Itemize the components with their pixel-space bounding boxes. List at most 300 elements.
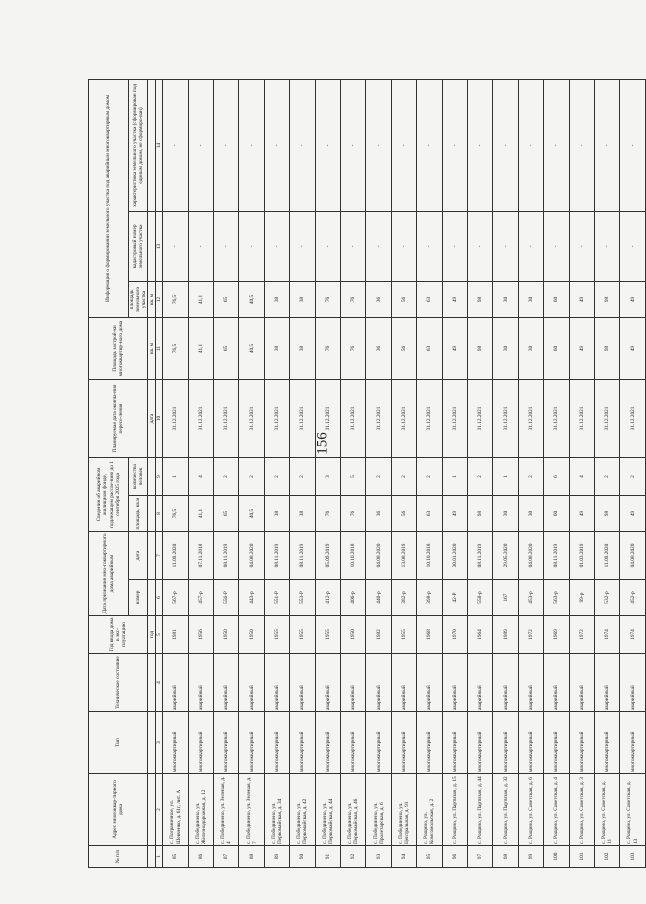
units-cell (148, 79, 156, 211)
cell-year: 1950 (341, 616, 366, 654)
table-row (594, 79, 619, 867)
cell-cadastral: - (315, 211, 340, 281)
units-cell (148, 654, 156, 712)
cell-year: 1956 (188, 616, 213, 654)
cell-area: 38 (290, 495, 315, 531)
column-number: 12 (156, 281, 163, 317)
cell-rec-date: 10.10.2018 (417, 531, 442, 579)
cell-cadastral: - (239, 211, 264, 281)
cell-rec-num: 398-р (417, 580, 442, 616)
cell-people: 2 (264, 457, 289, 495)
cell-land-area: 30 (518, 281, 543, 317)
header-housing-people: количество человек (129, 457, 148, 495)
column-number: 10 (156, 379, 163, 457)
cell-area: 49 (569, 495, 594, 531)
cell-rec-num: 556-Р (214, 580, 239, 616)
cell-planned: 31.12.2021 (594, 379, 619, 457)
cell-condition: аварийный (417, 654, 442, 712)
cell-type: многоквартирный (417, 712, 442, 774)
cell-num: 95 (417, 846, 442, 868)
cell-characteristic: - (290, 79, 315, 211)
cell-planned: 31.12.2021 (315, 379, 340, 457)
cell-address: с. Рощино, ул. Советская, д. 3 (569, 774, 594, 846)
cell-cadastral: - (264, 211, 289, 281)
cell-people: 2 (518, 457, 543, 495)
cell-planned: 31.12.2021 (264, 379, 289, 457)
cell-area: 63 (417, 495, 442, 531)
cell-year: 1969 (544, 616, 569, 654)
cell-condition: аварийный (341, 654, 366, 712)
cell-area-premises: 38 (290, 317, 315, 379)
column-number: 4 (156, 654, 163, 712)
column-number: 5 (156, 616, 163, 654)
table-row (391, 79, 416, 867)
cell-condition: аварийный (569, 654, 594, 712)
column-number: 11 (156, 317, 163, 379)
cell-rec-date: 08.11.2019 (214, 531, 239, 579)
cell-land-area: 38 (290, 281, 315, 317)
table-row (290, 79, 315, 867)
cell-address: с. Рощино, ул. Партизан, д. 32 (493, 774, 518, 846)
rotated-table-container (88, 80, 639, 868)
registry-table (88, 79, 646, 868)
cell-rec-num: 382-р (391, 580, 416, 616)
header-housing: Сведения об аварийном жилищном фонде, подлежащем рассле-нию до 1 сентября 2025 года (89, 457, 129, 531)
units-cell (148, 774, 156, 846)
cell-type: многоквартирный (468, 712, 493, 774)
cell-characteristic: - (214, 79, 239, 211)
cell-condition: аварийный (468, 654, 493, 712)
header-land-cadastral: кадастровый номер земельного участка (129, 211, 148, 281)
cell-rec-date: 04.08.2020 (518, 531, 543, 579)
cell-area-premises: 40,5 (239, 317, 264, 379)
cell-rec-date: 08.11.2019 (290, 531, 315, 579)
cell-address: с. Побединено, ул. Пролетарская, д. 6 (366, 774, 391, 846)
cell-area: 76 (315, 495, 340, 531)
cell-year: 1955 (290, 616, 315, 654)
cell-year: 1964 (468, 616, 493, 654)
cell-area: 30 (493, 495, 518, 531)
cell-planned: 31.12.2021 (569, 379, 594, 457)
cell-land-area: 98 (594, 281, 619, 317)
cell-rec-date: 13.08.2019 (391, 531, 416, 579)
cell-address: с. Рощино, ул. Партизан, д. 15 (442, 774, 467, 846)
table-row (442, 79, 467, 867)
cell-area-premises: 56 (391, 317, 416, 379)
cell-area-premises: 49 (442, 317, 467, 379)
cell-type: многоквартирный (315, 712, 340, 774)
cell-cadastral: - (518, 211, 543, 281)
cell-num: 96 (442, 846, 467, 868)
cell-address: с. Побединено, ул. Железнодорожная, д. 12 (188, 774, 213, 846)
cell-year: 1972 (518, 616, 543, 654)
cell-num: 98 (493, 846, 518, 868)
table-row (468, 79, 493, 867)
cell-rec-date: 04.08.2020 (239, 531, 264, 579)
cell-planned: 31.12.2021 (442, 379, 467, 457)
header-address: Адрес многоквар-тирного дома (89, 774, 148, 846)
table-row (569, 79, 594, 867)
header-area-premises: Площадь застрой-ки многоквартир-ного дома (89, 317, 148, 379)
cell-type: многоквартирный (620, 712, 645, 774)
units-cell (148, 580, 156, 616)
cell-characteristic: - (188, 79, 213, 211)
cell-area: 49 (620, 495, 645, 531)
cell-planned: 31.12.2021 (290, 379, 315, 457)
cell-land-area: 76 (341, 281, 366, 317)
table-row (188, 79, 213, 867)
cell-rec-num: 167 (493, 580, 518, 616)
cell-cadastral: - (569, 211, 594, 281)
cell-area: 98 (468, 495, 493, 531)
cell-planned: 31.12.2021 (620, 379, 645, 457)
cell-characteristic: - (341, 79, 366, 211)
cell-num: 103 (620, 846, 645, 868)
header-planned: Планируемая дата оконча-ния пересе-ления (89, 379, 148, 457)
cell-rec-num: 551-Р (264, 580, 289, 616)
column-number: 8 (156, 495, 163, 531)
cell-address: с. Рощино, ул. Советская, д. 11 (594, 774, 619, 846)
cell-year: 1974 (620, 616, 645, 654)
cell-address: с. Пограничное, ул. Шевченко, д. 61г, лит. А (163, 774, 188, 846)
table-row (493, 79, 518, 867)
column-number: 14 (156, 79, 163, 211)
header-recognition-date: дата (129, 531, 148, 579)
cell-year: 1955 (264, 616, 289, 654)
cell-people: 2 (290, 457, 315, 495)
cell-rec-num: 457-р (188, 580, 213, 616)
cell-characteristic: - (468, 79, 493, 211)
cell-type: многоквартирный (290, 712, 315, 774)
cell-num: 91 (315, 846, 340, 868)
cell-characteristic: - (264, 79, 289, 211)
column-number: 3 (156, 712, 163, 774)
header-recognition-number: номер (129, 580, 148, 616)
cell-type: многоквартирный (544, 712, 569, 774)
cell-land-area: 49 (569, 281, 594, 317)
cell-condition: аварийный (442, 654, 467, 712)
cell-characteristic: - (239, 79, 264, 211)
cell-rec-date: 11.09.2020 (594, 531, 619, 579)
cell-rec-date: 11.09.2020 (163, 531, 188, 579)
cell-cadastral: - (341, 211, 366, 281)
cell-planned: 31.12.2021 (493, 379, 518, 457)
cell-rec-date: 08.11.2019 (544, 531, 569, 579)
units-cell (148, 457, 156, 495)
cell-condition: аварийный (620, 654, 645, 712)
cell-rec-date: 30.01.2020 (442, 531, 467, 579)
cell-num: 99 (518, 846, 543, 868)
cell-people: 5 (341, 457, 366, 495)
units-cell (148, 712, 156, 774)
cell-address: с. Побединено, ул. Первомайская, д. 42 (290, 774, 315, 846)
cell-area-premises: 76 (341, 317, 366, 379)
cell-year: 1955 (391, 616, 416, 654)
cell-type: многоквартирный (214, 712, 239, 774)
table-body (163, 79, 645, 867)
cell-address: с. Побединено, ул. Зеленая, д. 4 (214, 774, 239, 846)
cell-address: с. Побединено, ул. Первомайская, д. 34 (264, 774, 289, 846)
cell-people: 2 (391, 457, 416, 495)
table-row (341, 79, 366, 867)
unit-area-premises: кв. м (148, 317, 156, 379)
cell-num: 102 (594, 846, 619, 868)
cell-land-area: 76 (315, 281, 340, 317)
cell-cadastral: - (163, 211, 188, 281)
table-row (366, 79, 391, 867)
cell-num: 92 (341, 846, 366, 868)
cell-area-premises: 30 (518, 317, 543, 379)
cell-address: с. Рощино, ул. Советская, д. 4 (544, 774, 569, 846)
cell-characteristic: - (569, 79, 594, 211)
cell-year: 1981 (163, 616, 188, 654)
cell-num: 101 (569, 846, 594, 868)
table-row (239, 79, 264, 867)
cell-rec-num: 558-р (468, 580, 493, 616)
cell-rec-num: 452-р (620, 580, 645, 616)
cell-condition: аварийный (264, 654, 289, 712)
cell-area: 30 (518, 495, 543, 531)
cell-people: 2 (417, 457, 442, 495)
cell-year: 1968 (417, 616, 442, 654)
cell-address: с. Рощино, ул. Советская, д. 6 (518, 774, 543, 846)
units-cell (148, 495, 156, 531)
column-number: 2 (156, 774, 163, 846)
cell-land-area: 49 (442, 281, 467, 317)
cell-condition: аварийный (544, 654, 569, 712)
column-number: 6 (156, 580, 163, 616)
cell-people: 4 (188, 457, 213, 495)
units-cell (148, 211, 156, 281)
cell-address: с. Побединено, ул. Зеленая, д. 7 (239, 774, 264, 846)
cell-year: 1970 (442, 616, 467, 654)
cell-rec-date: 29.05.2020 (493, 531, 518, 579)
header-land-area: площадь земельного участка (129, 281, 148, 317)
cell-area-premises: 98 (468, 317, 493, 379)
cell-people: 1 (163, 457, 188, 495)
header-type: Тип (89, 712, 148, 774)
cell-num: 94 (391, 846, 416, 868)
cell-cadastral: - (290, 211, 315, 281)
header-condition: Техническое состояние (89, 654, 148, 712)
cell-people: 2 (366, 457, 391, 495)
cell-type: многоквартирный (442, 712, 467, 774)
cell-planned: 31.12.2021 (417, 379, 442, 457)
cell-num: 93 (366, 846, 391, 868)
cell-cadastral: - (442, 211, 467, 281)
header-land-info: Информация о формировании земельного участка под аварийным многоквартирным домом (89, 79, 129, 317)
cell-characteristic: - (518, 79, 543, 211)
cell-people: 6 (544, 457, 569, 495)
table-row (163, 79, 188, 867)
cell-type: многоквартирный (341, 712, 366, 774)
cell-characteristic: - (442, 79, 467, 211)
cell-planned: 31.12.2021 (214, 379, 239, 457)
cell-condition: аварийный (239, 654, 264, 712)
cell-people: 1 (442, 457, 467, 495)
cell-land-area: 63 (417, 281, 442, 317)
cell-condition: аварийный (518, 654, 543, 712)
cell-rec-date: 08.11.2019 (264, 531, 289, 579)
cell-year: 1955 (315, 616, 340, 654)
cell-rec-date: 08.11.2019 (468, 531, 493, 579)
cell-year: 1950 (239, 616, 264, 654)
cell-rec-num: 406-р (341, 580, 366, 616)
cell-cadastral: - (620, 211, 645, 281)
cell-type: многоквартирный (239, 712, 264, 774)
cell-condition: аварийный (315, 654, 340, 712)
cell-rec-date: 01.03.2019 (569, 531, 594, 579)
cell-rec-num: 567-р (163, 580, 188, 616)
cell-people: 2 (594, 457, 619, 495)
cell-year: 1989 (493, 616, 518, 654)
table-row (264, 79, 289, 867)
cell-people: 2 (620, 457, 645, 495)
cell-condition: аварийный (493, 654, 518, 712)
cell-land-area: 36 (366, 281, 391, 317)
cell-people: 2 (468, 457, 493, 495)
cell-area: 36 (366, 495, 391, 531)
cell-planned: 31.12.2021 (391, 379, 416, 457)
table-row (214, 79, 239, 867)
cell-address: с. Побединено, ул. Центральная, д. 91 (391, 774, 416, 846)
cell-num: 86 (188, 846, 213, 868)
cell-land-area: 98 (468, 281, 493, 317)
cell-year: 1982 (366, 616, 391, 654)
cell-area-premises: 65 (214, 317, 239, 379)
cell-planned: 31.12.2021 (544, 379, 569, 457)
cell-area: 38 (264, 495, 289, 531)
cell-num: 90 (290, 846, 315, 868)
cell-characteristic: - (417, 79, 442, 211)
cell-type: многоквартирный (518, 712, 543, 774)
cell-area: 65 (214, 495, 239, 531)
cell-area-premises: 76 (315, 317, 340, 379)
cell-type: многоквартирный (569, 712, 594, 774)
cell-rec-num: 453-р (518, 580, 543, 616)
cell-cadastral: - (214, 211, 239, 281)
header-num: № п/п (89, 846, 148, 868)
cell-cadastral: - (188, 211, 213, 281)
cell-condition: аварийный (594, 654, 619, 712)
unit-land-area: кв. м (148, 281, 156, 317)
header-land-characteristics: характеристика земельного участка (сформирован под единым домом, не сформиро-ван) (129, 79, 148, 211)
cell-characteristic: - (315, 79, 340, 211)
cell-land-area: 38 (264, 281, 289, 317)
page-number: 156 (314, 432, 331, 455)
column-number: 7 (156, 531, 163, 579)
cell-type: многоквартирный (594, 712, 619, 774)
cell-planned: 31.12.2021 (468, 379, 493, 457)
cell-rec-date: 05.09.2019 (315, 531, 340, 579)
cell-rec-num: 99-р (569, 580, 594, 616)
cell-people: 1 (493, 457, 518, 495)
cell-cadastral: - (594, 211, 619, 281)
cell-area: 60 (544, 495, 569, 531)
cell-cadastral: - (366, 211, 391, 281)
cell-rec-num: 42-Р (442, 580, 467, 616)
cell-condition: аварийный (366, 654, 391, 712)
cell-land-area: 49 (620, 281, 645, 317)
cell-type: многоквартирный (366, 712, 391, 774)
header-year: Год ввода дома в экс-плуатацию (89, 616, 148, 654)
cell-land-area: 65 (214, 281, 239, 317)
cell-area-premises: 49 (620, 317, 645, 379)
cell-rec-num: 563-р (544, 580, 569, 616)
cell-cadastral: - (544, 211, 569, 281)
cell-cadastral: - (417, 211, 442, 281)
cell-condition: аварийный (163, 654, 188, 712)
cell-planned: 31.12.2021 (188, 379, 213, 457)
cell-type: многоквартирный (163, 712, 188, 774)
units-cell (148, 846, 156, 868)
cell-people: 4 (569, 457, 594, 495)
table-row (518, 79, 543, 867)
cell-rec-num: 412-р (315, 580, 340, 616)
cell-type: многоквартирный (188, 712, 213, 774)
cell-rec-num: 532-р (594, 580, 619, 616)
cell-land-area: 41,1 (188, 281, 213, 317)
column-number: 9 (156, 457, 163, 495)
header-housing-area: площадь, кв.м (129, 495, 148, 531)
cell-rec-date: 07.11.2018 (188, 531, 213, 579)
cell-rec-date: 04.08.2020 (620, 531, 645, 579)
cell-characteristic: - (163, 79, 188, 211)
cell-type: многоквартирный (391, 712, 416, 774)
cell-rec-num: 443-р (239, 580, 264, 616)
header-recognition: Дата признания мно-гоквартирного дома аварийным (89, 531, 129, 615)
cell-cadastral: - (493, 211, 518, 281)
cell-rec-num: 553-Р (290, 580, 315, 616)
cell-num: 97 (468, 846, 493, 868)
cell-area-premises: 30 (493, 317, 518, 379)
cell-rec-date: 10.10.2018 (341, 531, 366, 579)
units-cell (148, 531, 156, 579)
column-numbers-row (156, 79, 163, 867)
cell-area: 56 (391, 495, 416, 531)
cell-land-area: 60 (544, 281, 569, 317)
cell-area-premises: 36 (366, 317, 391, 379)
cell-area-premises: 63 (417, 317, 442, 379)
table-row (620, 79, 645, 867)
cell-people: 2 (239, 457, 264, 495)
cell-address: с. Рощино, ул. Советская, д. 13 (620, 774, 645, 846)
column-number: 13 (156, 211, 163, 281)
cell-condition: аварийный (188, 654, 213, 712)
unit-year: год (148, 616, 156, 654)
unit-planned-date: дата (148, 379, 156, 457)
cell-num: 100 (544, 846, 569, 868)
cell-area-premises: 38 (264, 317, 289, 379)
cell-people: 2 (214, 457, 239, 495)
cell-area: 49 (442, 495, 467, 531)
cell-rec-date: 04.08.2020 (366, 531, 391, 579)
cell-area: 40,5 (239, 495, 264, 531)
cell-planned: 31.12.2021 (518, 379, 543, 457)
cell-address: с. Побединено, ул. Первомайская, д. 46 (341, 774, 366, 846)
table-row (417, 79, 442, 867)
cell-cadastral: - (391, 211, 416, 281)
cell-characteristic: - (594, 79, 619, 211)
cell-address: с. Побединено, ул. Первомайская, д. 44 (315, 774, 340, 846)
cell-address: с. Рощино, ул. Партизан, д. 44 (468, 774, 493, 846)
cell-condition: аварийный (214, 654, 239, 712)
cell-year: 1972 (569, 616, 594, 654)
cell-num: 87 (214, 846, 239, 868)
cell-land-area: 40,5 (239, 281, 264, 317)
cell-area: 98 (594, 495, 619, 531)
cell-land-area: 56 (391, 281, 416, 317)
